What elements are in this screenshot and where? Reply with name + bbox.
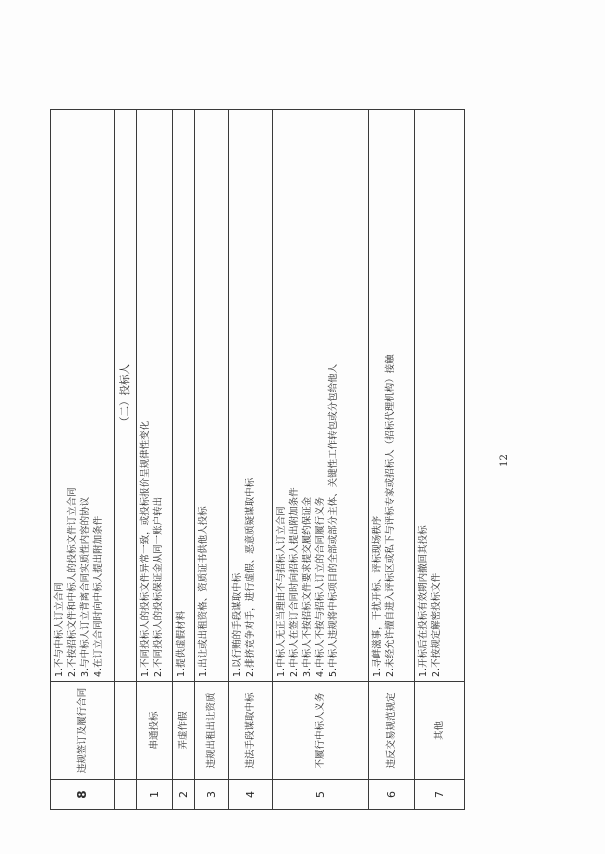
list-item: 2.不按规定解密投标文件 (430, 572, 442, 677)
list-item: 2.中标人在签订合同时向招标人提出附加条件 (289, 487, 301, 677)
list-item: 1.不同投标人的投标文件异常一致，或投标报价呈规律性变化 (140, 420, 152, 677)
list-item: 4.中标人不按与招标人订立的合同履行义务 (315, 496, 327, 677)
list-item: 1.提供虚假材料 (176, 610, 188, 677)
violation-items (51, 110, 115, 682)
violation-type: 违规签订及履行合同 (51, 682, 115, 780)
violation-items (173, 110, 195, 682)
page-number: 12 (498, 454, 510, 467)
list-item: 2.不同投标人的投标保证金从同一账户转出 (153, 496, 165, 677)
table-row (414, 110, 464, 810)
table-row (368, 110, 414, 810)
list-item: 1.出让或出租资格、资质证书供他人投标 (198, 506, 210, 677)
violation-type: 不履行中标人义务 (273, 682, 368, 780)
row-number: 4 (229, 780, 273, 810)
row-number: 5 (273, 780, 368, 810)
violation-items (273, 110, 368, 682)
row-number: 8 (51, 780, 115, 810)
violation-type: 违法手段谋取中标 (229, 682, 273, 780)
table-row (229, 110, 273, 810)
row-number: 7 (414, 780, 464, 810)
list-item: 1.中标人无正当理由不与招标人订立合同 (276, 506, 288, 677)
section-title: （二）投标人 (115, 110, 137, 682)
violation-type: 其他 (414, 682, 464, 780)
list-item: 1.不与中标人订立合同 (54, 582, 65, 677)
table-row (273, 110, 368, 810)
table-row (51, 110, 115, 810)
list-item: 1.以行贿的手段谋取中标 (232, 572, 244, 677)
section-row (115, 110, 137, 810)
list-item: 1.寻衅滋事，干扰开标、评标现场秩序 (371, 515, 383, 677)
violation-items (229, 110, 273, 682)
violation-items (368, 110, 414, 682)
row-number: 6 (368, 780, 414, 810)
list-item: 4.在订立合同时向中标人提出附加条件 (93, 515, 104, 677)
table-row (137, 110, 173, 810)
violation-items (137, 110, 173, 682)
row-number: 2 (173, 780, 195, 810)
violation-items (195, 110, 229, 682)
list-item: 2.排挤竞争对手，进行虚假、恶意质疑谋取中标 (245, 477, 257, 677)
violation-type: 串通投标 (137, 682, 173, 780)
rotated-table-wrapper (50, 110, 465, 810)
list-item: 2.未经允许擅自进入评标区或私下与评标专家或招标人（招标代理机构）接触 (384, 354, 396, 677)
list-item: 3.中标人不按招标文件要求提交履约保证金 (302, 496, 314, 677)
violation-type: 违反交易规范规定 (368, 682, 414, 780)
list-item: 5.中标人违规将中标项目的全部或部分主体、关键性工作转包或分包给他人 (328, 363, 340, 677)
violation-type: 弄虚作假 (173, 682, 195, 780)
list-item: 1.开标后在投标有效期内撤回其投标 (417, 525, 429, 677)
table-row (173, 110, 195, 810)
row-number: 3 (195, 780, 229, 810)
violation-type: 违规出租出让资质 (195, 682, 229, 780)
list-item: 2.不按招标文件和中标人的投标文件订立合同 (67, 487, 78, 677)
list-item: 3.与中标人订立背离合同实质性内容的协议 (80, 496, 91, 677)
violation-items (414, 110, 464, 682)
row-number: 1 (137, 780, 173, 810)
violation-table (50, 109, 465, 810)
table-row (195, 110, 229, 810)
